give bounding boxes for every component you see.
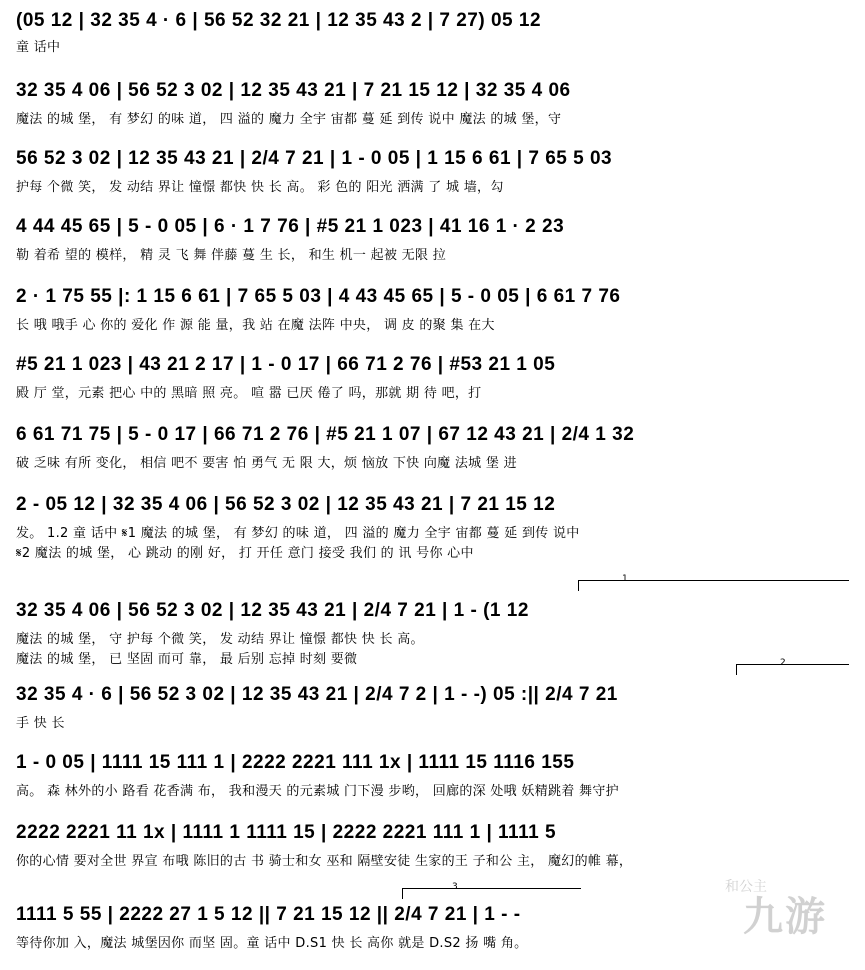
volta-bracket bbox=[578, 580, 849, 591]
notes-line: 32 35 4 06 | 56 52 3 02 | 12 35 43 21 | 7 21 15 12 | 32 35 4 06 bbox=[16, 80, 571, 101]
volta-number: 1 bbox=[622, 574, 628, 584]
notes-line: 6 61 71 75 | 5 - 0 17 | 66 71 2 76 | #5 21 1 07 | 67 12 43 21 | 2/4 1 32 bbox=[16, 424, 635, 445]
lyric-line-verse-2: 魔法 的城 堡， 已 坚固 而可 靠， 最 后别 忘掉 时刻 要微 bbox=[16, 652, 358, 667]
lyric-line: 护每 个微 笑， 发 动结 界让 憧憬 都快 快 长 高。 彩 色的 阳光 洒满 了 城 墙，勾 bbox=[16, 180, 504, 195]
lyric-line: 手 快 长 bbox=[16, 716, 65, 731]
volta-bracket bbox=[402, 888, 581, 899]
notes-line: 56 52 3 02 | 12 35 43 21 | 2/4 7 21 | 1 - 0 05 | 1 15 6 61 | 7 65 5 03 bbox=[16, 148, 613, 169]
lyric-line-verse-2: 𝄋2 魔法 的城 堡， 心 跳动 的刚 好， 打 开任 意门 接受 我们 的 讯 号你 心中 bbox=[16, 546, 474, 561]
lyric-line: 破 乏味 有所 变化， 相信 吧不 要害 怕 勇气 无 限 大，烦 恼放 下快 向魔 法城 堡 进 bbox=[16, 456, 517, 471]
lyric-line: 高。 森 林外的小 路看 花香满 布， 我和漫天 的元素城 门下漫 步哟， 回廊的深 处哦 妖精跳着 舞守护 bbox=[16, 784, 619, 799]
notes-line: 32 35 4 06 | 56 52 3 02 | 12 35 43 21 | 2/4 7 21 | 1 - (1 12 bbox=[16, 600, 529, 621]
volta-bracket bbox=[736, 664, 849, 675]
notes-line: 32 35 4 · 6 | 56 52 3 02 | 12 35 43 21 | 2/4 7 2 | 1 - -) 05 :|| 2/4 7 21 bbox=[16, 684, 618, 705]
notes-line: (05 12 | 32 35 4 · 6 | 56 52 32 21 | 12 35 43 2 | 7 27) 05 12 bbox=[16, 10, 542, 31]
volta-number: 2 bbox=[780, 658, 786, 668]
notes-line: 1 - 0 05 | 1111 15 111 1 | 2222 2221 111 1x | 1111 15 1116 155 bbox=[16, 752, 575, 773]
notes-line: 2 - 05 12 | 32 35 4 06 | 56 52 3 02 | 12 35 43 21 | 7 21 15 12 bbox=[16, 494, 556, 515]
notes-line: 1111 5 55 | 2222 27 1 5 12 || 7 21 15 12 || 2/4 7 21 | 1 - - bbox=[16, 904, 521, 925]
notes-line: 2 · 1 75 55 |: 1 15 6 61 | 7 65 5 03 | 4 43 45 65 | 5 - 0 05 | 6 61 7 76 bbox=[16, 286, 621, 307]
lyric-line: 长 哦 哦手 心 你的 爱化 作 源 能 量，我 站 在魔 法阵 中央， 调 皮 的聚 集 在大 bbox=[16, 318, 495, 333]
notes-line: 2222 2221 11 1x | 1111 1 1111 15 | 2222 2221 111 1 | 1111 5 bbox=[16, 822, 557, 843]
lyric-line: 等待你加 入，魔法 城堡因你 而坚 固。童 话中 D.S1 快 长 高你 就是 D.S2 扬 嘴 角。 bbox=[16, 936, 528, 951]
watermark-logo bbox=[667, 878, 847, 958]
notes-line: 4 44 45 65 | 5 - 0 05 | 6 · 1 7 76 | #5 21 1 023 | 41 16 1 · 2 23 bbox=[16, 216, 565, 237]
lyric-line: 勒 着希 望的 模样， 精 灵 飞 舞 伴藤 蔓 生 长， 和生 机一 起被 无限 拉 bbox=[16, 248, 447, 263]
lyric-line: 童 话中 bbox=[16, 40, 61, 55]
notes-line: #5 21 1 023 | 43 21 2 17 | 1 - 0 17 | 66 71 2 76 | #53 21 1 05 bbox=[16, 354, 556, 375]
lyric-line: 魔法 的城 堡， 有 梦幻 的味 道， 四 溢的 魔力 全宇 宙都 蔓 延 到传 说中 魔法 的城 堡，守 bbox=[16, 112, 562, 127]
lyric-line: 殿 厅 堂，元素 把心 中的 黑暗 照 亮。 喧 嚣 已厌 倦了 吗，那就 期 待 吧，打 bbox=[16, 386, 482, 401]
lyric-line-verse-1: 魔法 的城 堡， 守 护每 个微 笑， 发 动结 界让 憧憬 都快 快 长 高。 bbox=[16, 632, 424, 647]
lyric-line: 你的心情 要对全世 界宣 布哦 陈旧的古 书 骑士和女 巫和 隔壁安徒 生家的王 子和公 主， 魔幻的帷 幕， bbox=[16, 854, 633, 869]
watermark-mark: 九游 bbox=[743, 894, 827, 940]
watermark-text: 和公主 bbox=[725, 879, 767, 895]
lyric-line-verse-1: 发。 1.2 童 话中 𝄋1 魔法 的城 堡， 有 梦幻 的味 道， 四 溢的 魔力 全宇 宙都 蔓 延 到传 说中 bbox=[16, 526, 580, 541]
volta-number: 3 bbox=[452, 882, 458, 892]
